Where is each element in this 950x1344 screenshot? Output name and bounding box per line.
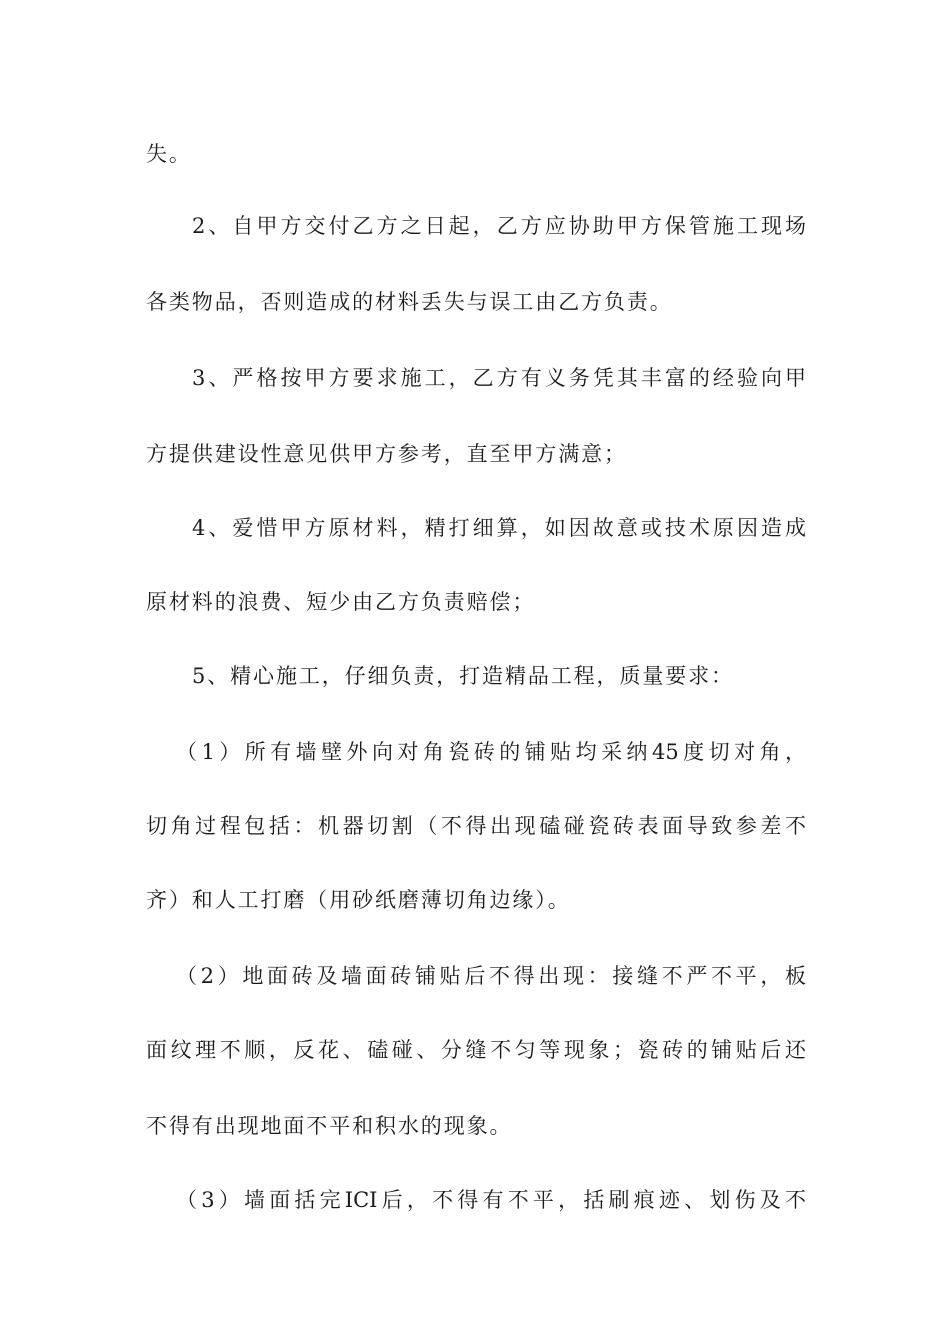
- sub-item-3-line-1: （3）墙面括完ICI后，不得有不平，括刷痕迹、划伤及不: [176, 1188, 806, 1212]
- item-2-line-1: 2、自甲方交付乙方之日起，乙方应协助甲方保管施工现场: [192, 214, 806, 238]
- item-3-line-2: 方提供建设性意见供甲方参考，直至甲方满意；: [146, 442, 627, 466]
- item-4-line-1: 4、爱惜甲方原材料，精打细算，如因故意或技术原因造成: [192, 516, 806, 540]
- sub-item-2-line-1: （2）地面砖及墙面砖铺贴后不得出现：接缝不严不平，板: [176, 964, 806, 988]
- sub-item-2-line-2: 面纹理不顺，反花、磕碰、分缝不匀等现象；瓷砖的铺贴后还: [146, 1038, 806, 1062]
- item-2-line-2: 各类物品，否则造成的材料丢失与误工由乙方负责。: [146, 290, 673, 314]
- sub-item-2-line-3: 不得有出现地面不平和积水的现象。: [146, 1114, 513, 1138]
- sub-item-1-line-3: 齐）和人工打磨（用砂纸磨薄切角边缘）。: [146, 888, 571, 912]
- sub-item-1-line-1: （1）所有墙壁外向对角瓷砖的铺贴均采纳45度切对角，: [176, 740, 806, 764]
- item-4-line-2: 原材料的浪费、短少由乙方负责赔偿；: [146, 590, 536, 614]
- item-5-line-1: 5、精心施工，仔细负责，打造精品工程，质量要求：: [192, 664, 734, 688]
- text-line-1: 失。: [146, 142, 192, 166]
- item-3-line-1: 3、严格按甲方要求施工，乙方有义务凭其丰富的经验向甲: [192, 366, 806, 390]
- sub-item-1-line-2: 切角过程包括：机器切割（不得出现磕碰瓷砖表面导致参差不: [146, 814, 806, 838]
